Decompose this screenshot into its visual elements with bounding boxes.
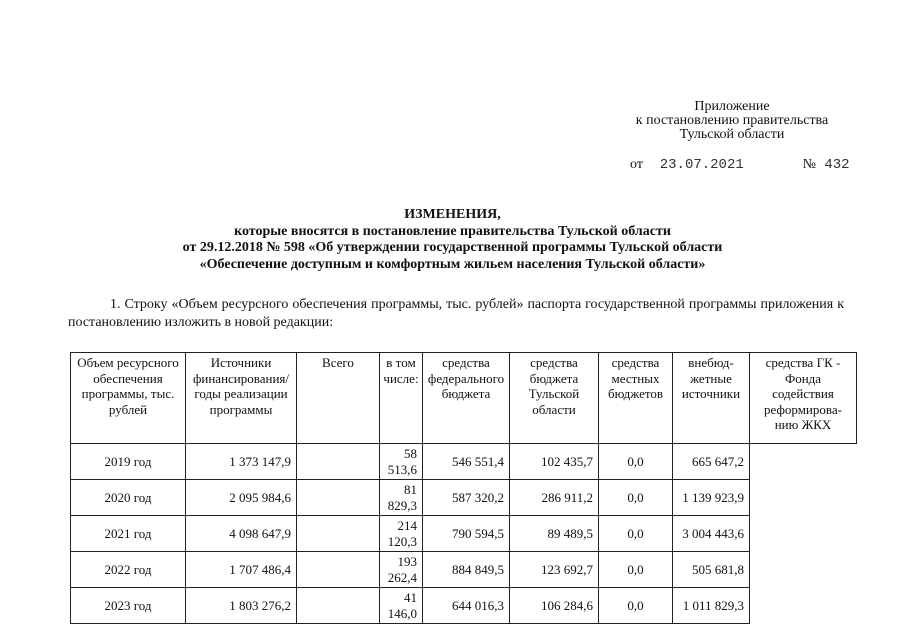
appendix-block <box>600 100 864 142</box>
regional-cell: 587 320,2 <box>423 480 510 516</box>
col-header-total: Всего <box>297 353 380 444</box>
extrabudget-cell: 0,0 <box>599 516 673 552</box>
resolution-date: 23.07.2021 <box>659 157 744 173</box>
federal-cell: 81 829,3 <box>380 480 423 516</box>
fund-cell: 665 647,2 <box>673 444 750 480</box>
federal-cell: 41 146,0 <box>380 588 423 624</box>
local-cell: 89 489,5 <box>510 516 599 552</box>
paragraph-text: 1. Строку «Объем ресурсного обеспечения программы, тыс. рублей» паспорта государственной программы приложения к постановлению изложить в новой редакции: <box>68 297 844 330</box>
col-header-extrabudget: внебюд-жетные источники <box>673 353 750 444</box>
table-header-row <box>71 353 857 444</box>
col-header-local: средства местных бюджетов <box>599 353 673 444</box>
from-label: от <box>630 157 643 172</box>
including-cell <box>297 588 380 624</box>
total-cell: 1 373 147,9 <box>186 444 297 480</box>
document-title <box>0 207 905 273</box>
body-paragraph <box>68 296 844 332</box>
fund-cell: 3 004 443,6 <box>673 516 750 552</box>
including-cell <box>297 480 380 516</box>
total-cell: 1 803 276,2 <box>186 588 297 624</box>
year-cell: 2023 год <box>71 588 186 624</box>
resolution-date-line <box>630 157 850 173</box>
federal-cell: 193 262,4 <box>380 552 423 588</box>
table-row <box>71 552 857 588</box>
total-cell: 4 098 647,9 <box>186 516 297 552</box>
col-header-fund: средства ГК - Фонда содействия реформирова-нию ЖКХ <box>750 353 857 444</box>
table-row <box>71 480 857 516</box>
federal-cell: 214 120,3 <box>380 516 423 552</box>
total-cell: 1 707 486,4 <box>186 552 297 588</box>
fund-cell: 1 139 923,9 <box>673 480 750 516</box>
year-cell: 2019 год <box>71 444 186 480</box>
local-cell: 106 284,6 <box>510 588 599 624</box>
table-row <box>71 444 857 480</box>
total-cell: 2 095 984,6 <box>186 480 297 516</box>
local-cell: 286 911,2 <box>510 480 599 516</box>
col-header-federal: средства федерального бюджета <box>423 353 510 444</box>
extrabudget-cell: 0,0 <box>599 588 673 624</box>
extrabudget-cell: 0,0 <box>599 444 673 480</box>
year-cell: 2021 год <box>71 516 186 552</box>
year-cell: 2022 год <box>71 552 186 588</box>
local-cell: 123 692,7 <box>510 552 599 588</box>
regional-cell: 884 849,5 <box>423 552 510 588</box>
resolution-number: 432 <box>824 157 850 173</box>
appendix-line-3: Тульской области <box>679 127 785 142</box>
funding-table <box>70 352 857 624</box>
appendix-line-2: к постановлению правительства <box>635 113 829 128</box>
appendix-line-1: Приложение <box>694 99 770 114</box>
including-cell <box>297 552 380 588</box>
year-cell: 2020 год <box>71 480 186 516</box>
title-line-3: от 29.12.2018 № 598 «Об утверждении государственной программы Тульской области <box>182 240 723 255</box>
title-line-4: «Обеспечение доступным и комфортным жильем населения Тульской области» <box>199 256 706 272</box>
col-header-including: в том числе: <box>380 353 423 444</box>
federal-cell: 58 513,6 <box>380 444 423 480</box>
col-header-regional: средства бюджета Тульской области <box>510 353 599 444</box>
extrabudget-cell: 0,0 <box>599 552 673 588</box>
title-line-1: ИЗМЕНЕНИЯ, <box>404 207 501 222</box>
including-cell <box>297 444 380 480</box>
title-line-2: которые вносятся в постановление правительства Тульской области <box>234 223 671 239</box>
local-cell: 102 435,7 <box>510 444 599 480</box>
including-cell <box>297 516 380 552</box>
regional-cell: 546 551,4 <box>423 444 510 480</box>
table-row <box>71 588 857 624</box>
regional-cell: 644 016,3 <box>423 588 510 624</box>
regional-cell: 790 594,5 <box>423 516 510 552</box>
number-label: № <box>802 157 816 172</box>
extrabudget-cell: 0,0 <box>599 480 673 516</box>
row-header-cell: Объем ресурсного обеспечения программы, тыс. рублей <box>71 353 186 444</box>
table-row <box>71 516 857 552</box>
col-header-sources: Источники финансирования/ годы реализации программы <box>186 353 297 444</box>
fund-cell: 505 681,8 <box>673 552 750 588</box>
fund-cell: 1 011 829,3 <box>673 588 750 624</box>
